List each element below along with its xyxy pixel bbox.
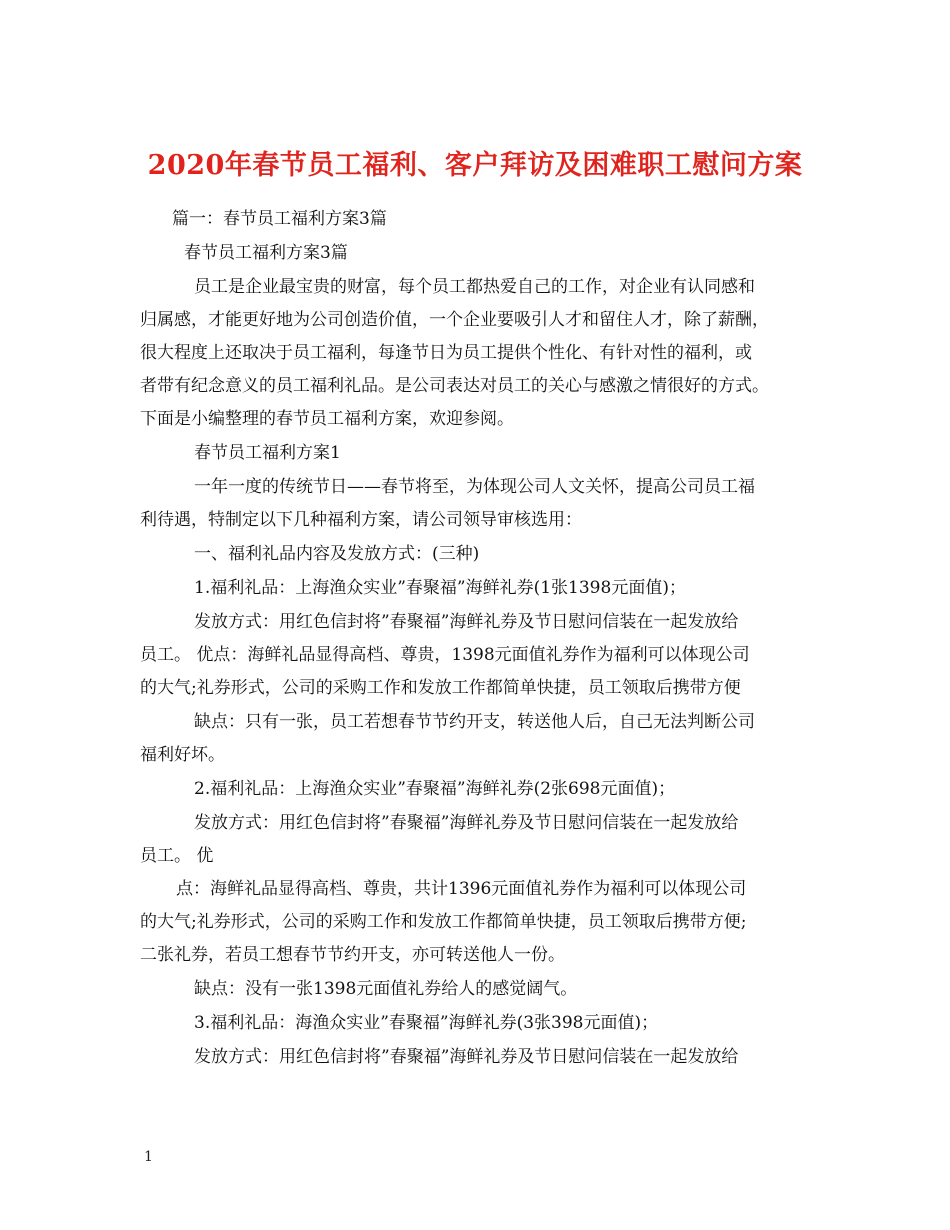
paragraph-line: 1.福利礼品：上海渔众实业”春聚福”海鲜礼券(1张1398元面值)； [194,578,686,598]
paragraph-line: 点：海鲜礼品显得高档、尊贵，共计1396元面值礼券作为福利可以体现公司 [176,879,747,899]
paragraph-line: 2.福利礼品：上海渔众实业”春聚福”海鲜礼券(2张698元面值)； [194,779,676,799]
paragraph-line: 很大程度上还取决于员工福利，每逢节日为员工提供个性化、有针对性的福利，或 [140,343,752,363]
paragraph-line: 的大气;礼券形式，公司的采购工作和发放工作都简单快捷，员工领取后携带方便; [140,912,747,932]
paragraph-line: 员工。 优点：海鲜礼品显得高档、尊贵，1398元面值礼券作为福利可以体现公司 [140,645,750,665]
paragraph-line: 员工是企业最宝贵的财富，每个员工都热爱自己的工作，对企业有认同感和 [194,277,755,297]
paragraph-line: 二张礼券，若员工想春节节约开支，亦可转送他人一份。 [140,945,565,965]
page-number: 1 [144,1149,153,1165]
paragraph-line: 一年一度的传统节日——春节将至，为体现公司人文关怀，提高公司员工福 [194,477,755,497]
paragraph-line: 发放方式：用红色信封将”春聚福”海鲜礼券及节日慰问信装在一起发放给 [194,612,739,632]
paragraph-line: 缺点：没有一张1398元面值礼券给人的感觉阔气。 [194,979,578,999]
paragraph-line: 归属感，才能更好地为公司创造价值，一个企业要吸引人才和留住人才，除了薪酬， [140,310,769,330]
paragraph-line: 篇一：春节员工福利方案3篇 [172,209,387,229]
paragraph-line: 3.福利礼品：海渔众实业”春聚福”海鲜礼券(3张398元面值)； [194,1013,659,1033]
paragraph-line: 的大气;礼券形式，公司的采购工作和发放工作都简单快捷，员工领取后携带方便 [140,678,741,698]
paragraph-line: 发放方式：用红色信封将”春聚福”海鲜礼券及节日慰问信装在一起发放给 [194,813,739,833]
paragraph-line: 发放方式：用红色信封将”春聚福”海鲜礼券及节日慰问信装在一起发放给 [194,1047,739,1067]
paragraph-line: 利待遇，特制定以下几种福利方案，请公司领导审核选用： [140,510,582,530]
paragraph-line: 下面是小编整理的春节员工福利方案，欢迎参阅。 [140,409,514,429]
paragraph-line: 福利好坏。 [140,745,225,765]
paragraph-line: 一、福利礼品内容及发放方式：(三种) [194,544,480,564]
paragraph-line: 者带有纪念意义的员工福利礼品。是公司表达对员工的关心与感激之情很好的方式。 [140,376,769,396]
document-title: 2020年春节员工福利、客户拜访及困难职工慰问方案 [147,150,803,182]
paragraph-line: 春节员工福利方案3篇 [184,243,348,263]
section-heading: 春节员工福利方案1 [194,443,341,463]
paragraph-line: 员工。 优 [140,846,214,866]
paragraph-line: 缺点：只有一张，员工若想春节节约开支，转送他人后，自己无法判断公司 [194,712,755,732]
